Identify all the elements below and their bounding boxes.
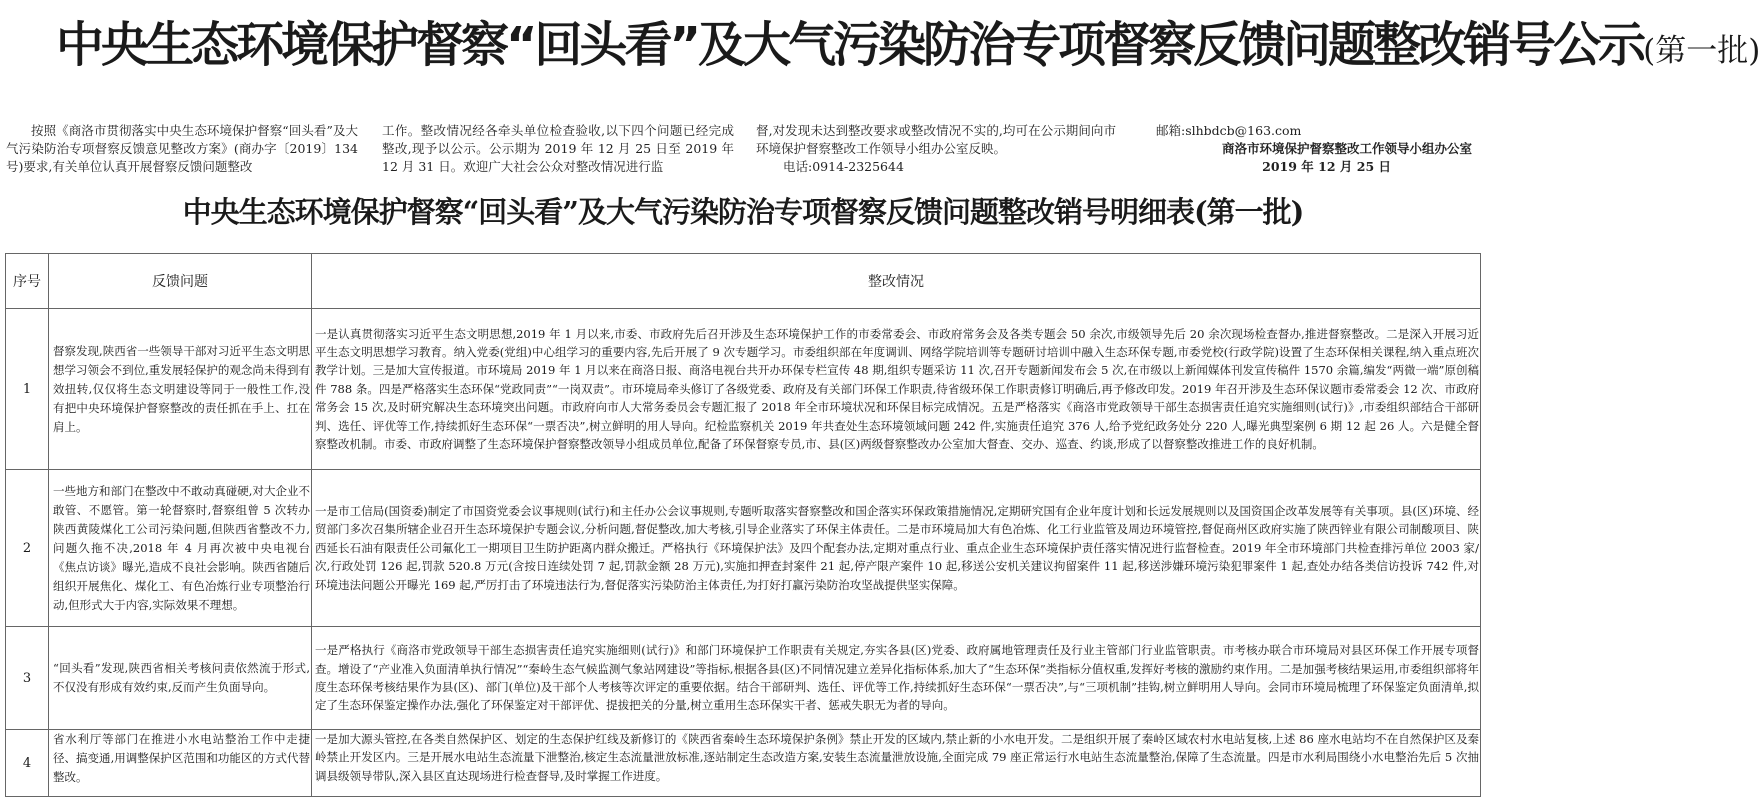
row-rectify: 一是认真贯彻落实习近平生态文明思想,2019 年 1 月以来,市委、市政府先后召开涉及生态环境保护工作的市委常委会、市政府常务会及各类专题会 50 余次,市级领导先后 20 余次现场检查督办,推进督察整改。二是深入开展习近平生态文明思想学习教育。纳入党委(党组)中心组学习的重要内容,先后开展了 9 次专题学习。市委组织部在年度调训、网络学院培训等专题研讨培训中融入生态环保专题,市委党校(行政学院)设置了生态环保相关课程,纳入重点班次教学计划。三是加大宣传报道。市环境局 2019 年 1 月以来在商洛日报、商洛电视台共开办环保专栏宣传 48 期,组织专题采访 11 次,召开专题新闻发布会 5 次,在市级以上新闻媒体刊发宣传稿件 1570 余篇,编发“两微一端”原创稿件 788 条。四是严格落实生态环保“党政同责”“一岗双责”。市环境局牵头修订了各级党委、政府及有关部门环保工作职责,待省级环保工作职责修订明确后,再予修改印发。2019 年召开涉及生态环保议题市委常委会 12 次、市政府常务会 15 次,及时研究解决生态环境突出问题。市政府向市人大常务委员会专题汇报了 2018 年全市环境状况和环保目标完成情况。五是严格落实《商洛市党政领导干部生态损害责任追究实施细则(试行)》,市委组织部结合干部研判、选任、评优等工作,持续抓好生态环保“一票否决”,树立鲜明的用人导向。纪检监察机关 2019 年共查处生态环境领域问题 242 件,实施责任追究 376 人,给予党纪政务处分 220 人,曝光典型案例 6 期 12 起 26 人。六是健全督察整改机制。市委、市政府调整了生态环境保护督察整改领导小组成员单位,配备了环保督察专员,市、县(区)两级督察整改办公室加大督查、交办、巡查、约谈,形成了以督察整改推进工作的良好机制。 (312, 309, 1481, 470)
contact-email: 邮箱:slhbdcb@163.com (1156, 123, 1302, 138)
row-issue: 省水利厅等部门在推进小水电站整治工作中走捷径、搞变通,用调整保护区范围和功能区的方式代替整改。 (49, 730, 312, 797)
intro-text-1: 按照《商洛市贯彻落实中央生态环境保护督察“回头看”及大气污染防治专项督察反馈意见整改方案》(商办字〔2019〕134号)要求,有关单位认真开展督察反馈问题整改 (6, 123, 358, 174)
page-title (56, 12, 1760, 84)
row-no: 2 (6, 470, 49, 627)
intro-column-3 (756, 122, 1116, 176)
page-title-main: 中央生态环境保护督察“回头看”及大气污染防治专项督察反馈问题整改销号公示 (56, 17, 1644, 73)
table-title: 中央生态环境保护督察“回头看”及大气污染防治专项督察反馈问题整改销号明细表(第一批) (182, 195, 1304, 229)
row-no: 3 (6, 627, 49, 730)
contact-phone: 电话:0914-2325644 (783, 159, 904, 174)
header-no: 序号 (6, 254, 49, 309)
row-issue: 督察发现,陕西省一些领导干部对习近平生态文明思想学习领会不到位,重发展轻保护的观念尚未得到有效扭转,仅仅将生态文明建设等同于一般性工作,没有把中央环境保护督察整改的责任抓在手上、扛在肩上。 (49, 309, 312, 470)
table-row (6, 730, 1481, 797)
intro-column-1 (6, 122, 358, 176)
table-header-row (6, 254, 1481, 309)
row-no: 1 (6, 309, 49, 470)
header-rectify: 整改情况 (312, 254, 1481, 309)
sign-date: 2019 年 12 月 25 日 (1262, 159, 1391, 174)
intro-column-2 (382, 122, 734, 176)
table-row (6, 470, 1481, 627)
row-issue: “回头看”发现,陕西省相关考核问责依然流于形式,不仅没有形成有效约束,反而产生负面导向。 (49, 627, 312, 730)
intro-text-2: 工作。整改情况经各牵头单位检查验收,以下四个问题已经完成整改,现予以公示。公示期为 2019 年 12 月 25 日至 2019 年 12 月 31 日。欢迎广大社会公众对整改情况进行监 (382, 123, 734, 174)
table-row (6, 309, 1481, 470)
row-rectify: 一是严格执行《商洛市党政领导干部生态损害责任追究实施细则(试行)》和部门环境保护工作职责有关规定,夯实各县(区)党委、政府属地管理责任及行业主管部门行业监管职责。市考核办联合市环境局对县区环保工作开展专项督查。增设了“产业准入负面清单执行情况”“秦岭生态气候监测气象站网建设”等指标,根据各县(区)不同情况建立差异化指标体系,加大了“生态环保”类指标分值权重,发挥好考核的激励约束作用。二是加强考核结果运用,市委组织部将年度生态环保考核结果作为县(区)、部门(单位)及干部个人考核等次评定的重要依据。结合干部研判、选任、评优等工作,持续抓好生态环保“一票否决”,与“三项机制”挂钩,树立鲜明用人导向。会同市环境局梳理了环保鉴定负面清单,拟定了生态环保鉴定操作办法,强化了环保鉴定对干部评优、提拔把关的分量,树立重用生态环保实干者、惩戒失职无为者的导向。 (312, 627, 1481, 730)
intro-column-4 (1140, 122, 1480, 176)
table-row (6, 627, 1481, 730)
signer: 商洛市环境保护督察整改工作领导小组办公室 (1221, 141, 1472, 156)
row-issue: 一些地方和部门在整改中不敢动真碰硬,对大企业不敢管、不愿管。第一轮督察时,督察组曾 5 次转办陕西黄陵煤化工公司污染问题,但陕西省整改不力,问题久拖不决,2018 年 4 月再次被中央电视台《焦点访谈》曝光,造成不良社会影响。陕西省随后组织开展焦化、煤化工、有色冶炼行业专项整治行动,但形式大于内容,实际效果不理想。 (49, 470, 312, 627)
row-rectify: 一是市工信局(国资委)制定了市国资党委会议事规则(试行)和主任办公会议事规则,专题听取落实督察整改和国企落实环保政策措施情况,定期研究国有企业年度计划和长远发展规则以及国资国企改革发展等有关事项。县(区)环境、经贸部门多次召集所辖企业召开生态环境保护专题会议,分析问题,督促整改,加大考核,引导企业落实了环保主体责任。二是市环境局加大有色冶炼、化工行业监管及周边环境管控,督促商州区政府实施了陕西锌业有限公司制酸项目、陕西延长石油有限责任公司氟化工一期项目卫生防护距离内群众搬迁。严格执行《环境保护法》及四个配套办法,定期对重点行业、重点企业生态环境保护责任落实情况进行监督检查。2019 年全市环境部门共检查排污单位 2003 家/次,行政处罚 126 起,罚款 520.8 万元(含按日连续处罚 7 起,罚款金额 28 万元),实施扣押查封案件 21 起,停产限产案件 10 起,移送公安机关建议拘留案件 11 起,移送涉嫌环境污染犯罪案件 1 起,查处办结各类信访投诉 742 件,对环境违法问题公开曝光 169 起,严厉打击了环境违法行为,督促落实污染防治主体责任,为打好打赢污染防治攻坚战提供坚实保障。 (312, 470, 1481, 627)
row-no: 4 (6, 730, 49, 797)
rectification-table (5, 253, 1481, 797)
page-title-batch: (第一批) (1643, 33, 1760, 69)
intro-text-3: 督,对发现未达到整改要求或整改情况不实的,均可在公示期间向市环境保护督察整改工作领导小组办公室反映。 (756, 123, 1116, 156)
header-issue: 反馈问题 (49, 254, 312, 309)
row-rectify: 一是加大源头管控,在各类自然保护区、划定的生态保护红线及新修订的《陕西省秦岭生态环境保护条例》禁止开发的区域内,禁止新的小水电开发。二是组织开展了秦岭区域农村水电站复核,上述 86 座水电站均不在自然保护区及秦岭禁止开发区内。三是开展水电站生态流量下泄整治,核定生态流量泄放标准,逐站制定生态改造方案,安装生态流量泄放设施,全面完成 79 座正常运行水电站生态流量整治,保障了生态流量。四是市水利局围绕小水电整治先后 5 次抽调县级领导带队,深入县区直达现场进行检查督导,及时掌握工作进度。 (312, 730, 1481, 797)
